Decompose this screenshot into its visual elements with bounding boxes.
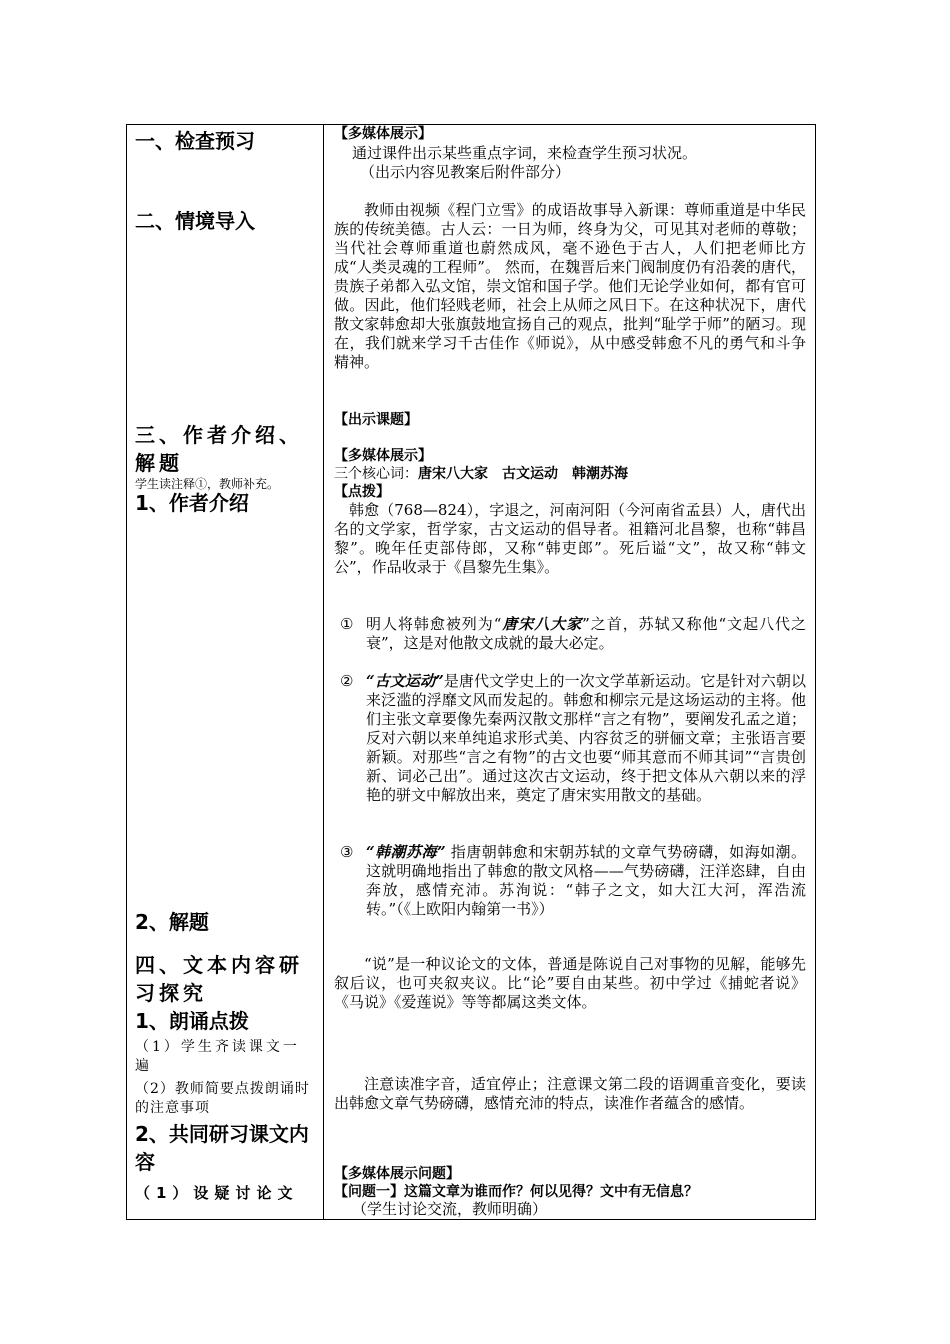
section-1-heading: 一、检查预习 [135, 129, 255, 153]
key-words-prefix: 三个核心词： [334, 466, 418, 482]
section-4-2-heading: 2、共同研习课文内容 [135, 1122, 309, 1174]
reading-guidance: 注意读准字音，适宜停止；注意课文第二段的语调重音变化，要读出韩愈文章气势磅礴，感情充沛的特点，读准作者蕴含的感情。 [334, 1075, 806, 1112]
point-2-number: ② [340, 672, 354, 690]
intro-paragraph: 教师由视频《程门立雪》的成语故事导入新课：尊师重道是中华民族的传统美德。古人云：一日为师，终身为父，可见其对老师的尊敬；当代社会尊师重道也蔚然成风，毫不逊色于古人，人们把老师比方成“人类灵魂的工程师”。 然而，在魏晋后来门阀制度仍有沿袭的唐代，贵族子弟都入弘文馆，崇文馆和国子学。他们无论学业如何，都有官可做。因此，他们轻贱老师，社会上从师之风日下。在这种状况下，唐代散文家韩愈却大张旗鼓地宣扬自己的观点，批判“耻学于师”的陋习。现在，我们就来学习千古佳作《师说》，从中感受韩愈不凡的勇气和斗争精神。 [334, 201, 806, 371]
point-1-term: 唐宋八大家 [501, 615, 583, 633]
show-title-tag: 【出示课题】 [334, 412, 418, 428]
question-1: 【问题一】这篇文章为谁而作？何以见得？文中有无信息？ [334, 1184, 698, 1200]
point-1 [340, 615, 806, 653]
section-3-1-heading: 1、作者介绍 [135, 491, 249, 515]
point-3-number: ③ [340, 843, 354, 861]
left-column [127, 125, 323, 1219]
section-3-2-heading: 2、解题 [135, 910, 209, 934]
point-3 [340, 843, 806, 919]
multimedia-question-tag: 【多媒体展示问题】 [334, 1166, 460, 1182]
preview-text: 通过课件出示某些重点字词，来检查学生预习状况。 [352, 144, 698, 162]
right-column [324, 125, 817, 1219]
section-3-note: 学生读注释①，教师补充。 [135, 477, 280, 491]
point-3-text: 指唐朝韩愈和宋朝苏轼的文章气势磅礴，如海如潮。这就明确地指出了韩愈的散文风格——气势磅礴，汪洋恣肆，自由奔放，感情充沛。苏洵说：“韩子之文，如大江大河，浑浩流转。”（《上欧阳内翰第一书》） [366, 843, 806, 918]
section-4-1-step-2: （2）教师简要点拨朗诵时的注意事项 [135, 1081, 310, 1116]
point-1-number: ① [340, 615, 354, 633]
preview-note: （出示内容见教案后附件部分） [360, 163, 571, 181]
key-words: 唐宋八大家 古文运动 韩潮苏海 [418, 466, 628, 482]
question-1-note: （学生讨论交流，教师明确） [352, 1200, 548, 1218]
point-2-term: “古文运动” [366, 672, 444, 690]
key-words-line [334, 465, 628, 483]
section-4-2-step-1: （1）设疑讨论文 [135, 1184, 299, 1202]
section-4-heading: 四、文本内容研习探究 [135, 953, 303, 1005]
title-explanation: “说”是一种议论文的文体，普通是陈说自己对事物的见解，能够先叙后议，也可夹叙夹议。比“论”要自由某些。初中学过《捕蛇者说》《马说》《爱莲说》等等都属这类文体。 [334, 955, 806, 1011]
guidance-tag: 【点拨】 [334, 484, 390, 500]
point-2-text: 是唐代文学史上的一次文学革新运动。它是针对六朝以来泛滥的浮靡文风而发起的。韩愈和柳宗元是这场运动的主将。他们主张文章要像先秦两汉散文那样“言之有物”，要阐发孔孟之道；反对六朝以来单纯追求形式美、内容贫乏的骈俪文章；主张语言要新颖。对那些“言之有物”的古文也要“师其意而不师其词”“言贵创新、词必己出”。通过这次古文运动，终于把文体从六朝以来的浮艳的骈文中解放出来，奠定了唐宋实用散文的基础。 [366, 672, 806, 804]
point-2 [340, 672, 806, 805]
section-3-heading: 三、作者介绍、解题 [135, 423, 303, 475]
multimedia-tag-2: 【多媒体展示】 [334, 448, 432, 464]
section-2-heading: 二、情境导入 [135, 209, 255, 233]
author-intro: 韩愈（768—824），字退之，河南河阳（今河南省孟县）人，唐代出名的文学家，哲学家，古文运动的倡导者。祖籍河北昌黎，也称“韩昌黎”。晚年任吏部侍郎，又称“韩吏郎”。死后谥“文”，故又称“韩文公”，作品收录于《昌黎先生集》。 [334, 501, 806, 576]
multimedia-tag-1: 【多媒体展示】 [334, 126, 432, 142]
section-4-1-step-1: （1）学生齐读课文一遍 [135, 1039, 300, 1074]
lesson-plan-table [126, 124, 816, 1220]
point-1-text-b: ”之首，苏轼又称他“文起八代之衰”，这是对他散文成就的最大必定。 [366, 615, 806, 652]
point-1-text-a: 明人将韩愈被列为“ [366, 615, 502, 633]
point-3-term: “韩潮苏海” [366, 843, 446, 861]
section-4-1-heading: 1、朗诵点拨 [135, 1009, 249, 1033]
